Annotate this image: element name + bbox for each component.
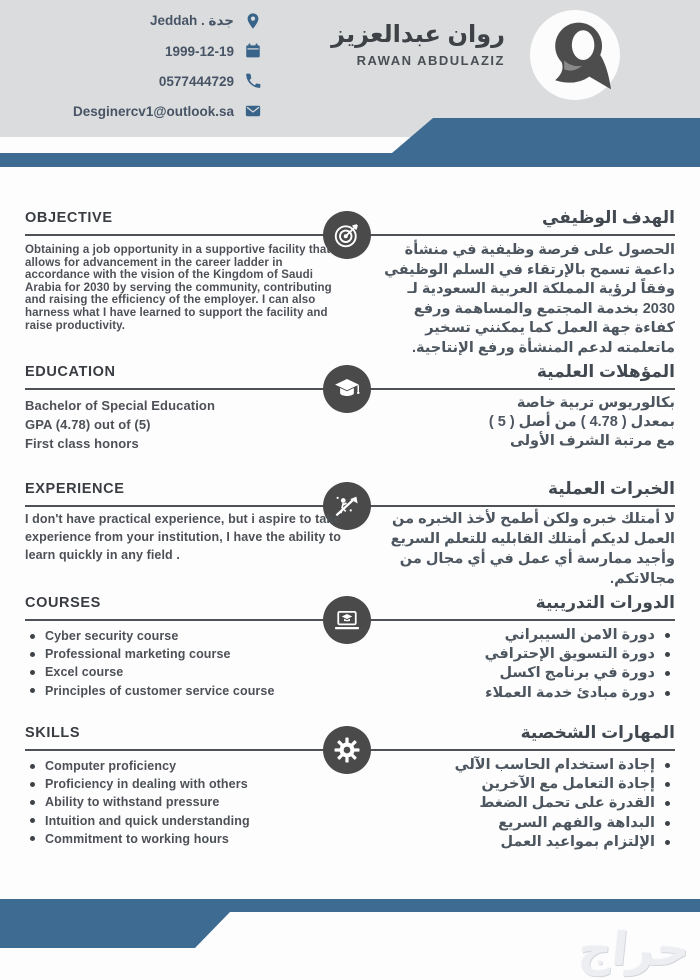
contact-row-location (0, 10, 262, 32)
section-title-ar: الدورات التدريبية (535, 593, 675, 612)
section-title-ar: المؤهلات العلمية (536, 362, 675, 381)
name-english: RAWAN ABDULAZIZ (356, 53, 505, 68)
experience-text-ar: لا أمتلك خبره ولكن أطمح لأخذ الخبره من العمل لديكم أمتلك القابليه للتعلم السريع وأجيد ممارسة أي عمل في أي مجال من مجالاتكم. (390, 511, 675, 587)
list-item: القدرة على تحمل الضغط (373, 794, 675, 813)
location-text: جدة . Jeddah (149, 13, 234, 28)
list-item: Professional marketing course (25, 645, 337, 663)
education-list-en (25, 396, 337, 453)
list-item: Computer proficiency (25, 757, 337, 775)
list-item: إجادة التعامل مع الآخرين (373, 775, 675, 794)
list-item: Cyber security course (25, 627, 337, 645)
contact-row-birthdate (0, 40, 262, 62)
name-block (331, 20, 505, 68)
education-list-ar (373, 394, 675, 451)
list-item: دورة الامن السيبراني (373, 626, 675, 645)
list-item: دورة في برنامج اكسل (373, 664, 675, 683)
section-title-en: SKILLS (25, 725, 81, 741)
hijab-woman-icon (530, 10, 620, 100)
objective-text-ar: الحصول على فرصة وظيفية في منشأة داعمة تسمح بالإرتقاء في السلم الوظيفي وفقاً لرؤية المملكة العربية السعودية لـ 2030 بخدمة المجتمع والمساهمة ورفع كفاءة جهة العمل كما يمكنني تسخير ماتعلمته لدعم المنشأة ورفع الإنتاجية. (384, 242, 675, 356)
list-item: Commitment to working hours (25, 830, 337, 848)
list-item: دورة مبادئ خدمة العملاء (373, 684, 675, 703)
list-item: بكالوريوس تربية خاصة (516, 395, 675, 411)
phone-text: 0577444729 (158, 73, 234, 89)
list-item: First class honors (25, 436, 139, 451)
section-title-en: EDUCATION (25, 364, 116, 380)
section-title-ar: المهارات الشخصية (520, 723, 675, 742)
birthdate-text: 1999-12-19 (164, 43, 234, 59)
list-item: Principles of customer service course (25, 682, 337, 700)
avatar (530, 10, 620, 100)
skills-list-ar (373, 756, 675, 852)
courses-list-ar (373, 626, 675, 703)
name-arabic: روان عبدالعزيز (331, 21, 505, 48)
list-item: دورة التسويق الإحترافي (373, 645, 675, 664)
section-title-en: OBJECTIVE (25, 210, 113, 226)
list-item: GPA (4.78) out of (5) (25, 417, 151, 432)
section-objective (0, 208, 700, 362)
section-title-en: EXPERIENCE (25, 481, 125, 497)
list-item: إجادة استخدام الحاسب الآلي (373, 756, 675, 775)
list-item: Bachelor of Special Education (25, 398, 215, 413)
location-icon (244, 12, 262, 30)
email-text: Desginercv1@outlook.sa (73, 103, 234, 119)
list-item: بمعدل ( 4.78 ) من أصل ( 5 ) (488, 414, 675, 430)
list-item: Ability to withstand pressure (25, 793, 337, 811)
list-item: Proficiency in dealing with others (25, 775, 337, 793)
section-title-en: COURSES (25, 595, 101, 611)
list-item: Intuition and quick understanding (25, 812, 337, 830)
skills-list-en (25, 757, 337, 848)
section-courses (0, 593, 700, 723)
experience-text-en: I don't have practical experience, but i aspire to take experience from your institution, I have the ability to learn quickly in any field . (25, 512, 341, 562)
list-item: البداهة والفهم السريع (373, 814, 675, 833)
list-item: Excel course (25, 663, 337, 681)
list-item: الإلتزام بمواعيد العمل (373, 833, 675, 852)
section-experience (0, 479, 700, 593)
objective-text-en: Obtaining a job opportunity in a supportive facility that allows for advancement in the career ladder in accordance with the vision of the Kingdom of Saudi Arabia for 2030 by serving the community, contributing and raising the efficiency of the employer. I can also harness what I have learned to support the facility and raise productivity. (25, 244, 332, 332)
section-skills (0, 723, 700, 873)
header-ribbon (0, 110, 700, 170)
section-title-ar: الخبرات العملية (547, 479, 675, 498)
courses-list-en (25, 627, 337, 700)
list-item: مع مرتبة الشرف الأولى (509, 433, 675, 449)
calendar-icon (244, 42, 262, 60)
watermark-logo: حراج (576, 923, 693, 975)
section-title-ar: الهدف الوظيفي (542, 208, 675, 227)
contact-row-phone (0, 70, 262, 92)
section-education (0, 362, 700, 479)
phone-icon (244, 72, 262, 90)
